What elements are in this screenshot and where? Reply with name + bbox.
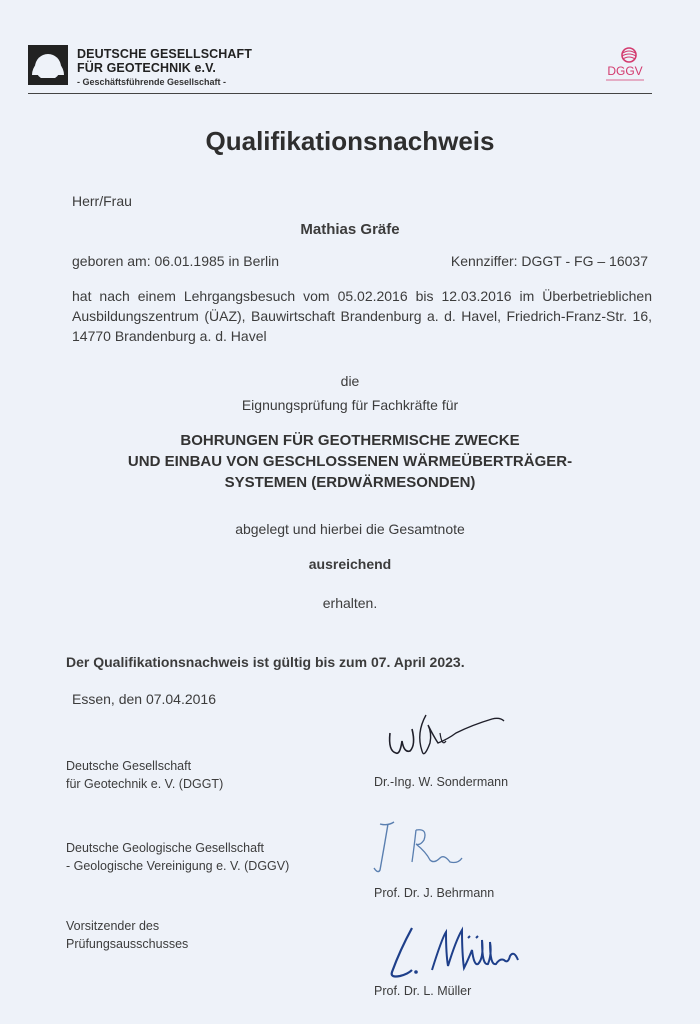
received-text: erhalten. — [322, 595, 378, 611]
signatory-org-line2: - Geologische Vereinigung e. V. (DGGV) — [66, 859, 290, 873]
header-org — [77, 47, 252, 89]
signature-sondermann — [382, 703, 512, 763]
signature-mueller — [382, 920, 532, 984]
dggv-logo-icon — [600, 46, 650, 84]
signatory-org-dggt — [66, 757, 223, 793]
dggt-logo-icon — [28, 45, 68, 85]
header-org-line3: - Geschäftsführende Gesellschaft - — [77, 77, 227, 87]
signatory-org-line2: Prüfungsausschusses — [66, 937, 189, 951]
course-paragraph: hat nach einem Lehrgangsbesuch vom 05.02.2016 bis 12.03.2016 im Überbetrieblichen Ausbildungszentrum (ÜAZ), Bauwirtschaft Brandenburg a. d. Havel, Friedrich-Franz-Str. 16, 14770 Brandenburg a. d. Havel — [72, 288, 652, 344]
signatory-org-line1: Deutsche Gesellschaft — [66, 759, 192, 773]
document-title: Qualifikationsnachweis — [205, 126, 495, 156]
header-org-line2: FÜR GEOTECHNIK e.V. — [77, 61, 216, 75]
dggv-logo-text: DGGV — [607, 64, 643, 78]
exam-name: Eignungsprüfung für Fachkräfte für — [241, 397, 459, 413]
signature-behrmann — [370, 818, 470, 876]
place-date: Essen, den 07.04.2016 — [72, 691, 217, 707]
article-die: die — [340, 373, 360, 389]
signatory-org-line1: Deutsche Geologische Gesellschaft — [66, 841, 265, 855]
signatory-chair — [66, 917, 188, 953]
subject-block — [0, 430, 700, 493]
signatory-org-line1: Vorsitzender des — [66, 919, 160, 933]
signer-name-2: Prof. Dr. J. Behrmann — [374, 886, 495, 900]
code-number: Kennziffer: DGGT - FG – 16037 — [450, 253, 648, 269]
signatory-org-line2: für Geotechnik e. V. (DGGT) — [66, 777, 224, 791]
birth-info: geboren am: 06.01.1985 in Berlin — [72, 253, 280, 269]
subject-line1: BOHRUNGEN FÜR GEOTHERMISCHE ZWECKE — [180, 432, 520, 449]
salutation: Herr/Frau — [72, 193, 132, 209]
header-divider — [28, 93, 652, 94]
grade: ausreichend — [308, 556, 392, 572]
header-org-line1: DEUTSCHE GESELLSCHAFT — [77, 47, 253, 61]
subject-line2: UND EINBAU VON GESCHLOSSENEN WÄRMEÜBERTRÄGER- — [127, 453, 573, 470]
subject-line3: SYSTEMEN (ERDWÄRMESONDEN) — [224, 474, 476, 491]
signer-name-1: Dr.-Ing. W. Sondermann — [374, 775, 509, 789]
validity-statement: Der Qualifikationsnachweis ist gültig bis zum 07. April 2023. — [66, 654, 465, 670]
signer-name-3: Prof. Dr. L. Müller — [374, 984, 472, 998]
passed-text: abgelegt und hierbei die Gesamtnote — [235, 521, 465, 537]
recipient-name: Mathias Gräfe — [300, 221, 400, 238]
signatory-org-dggv — [66, 839, 289, 875]
